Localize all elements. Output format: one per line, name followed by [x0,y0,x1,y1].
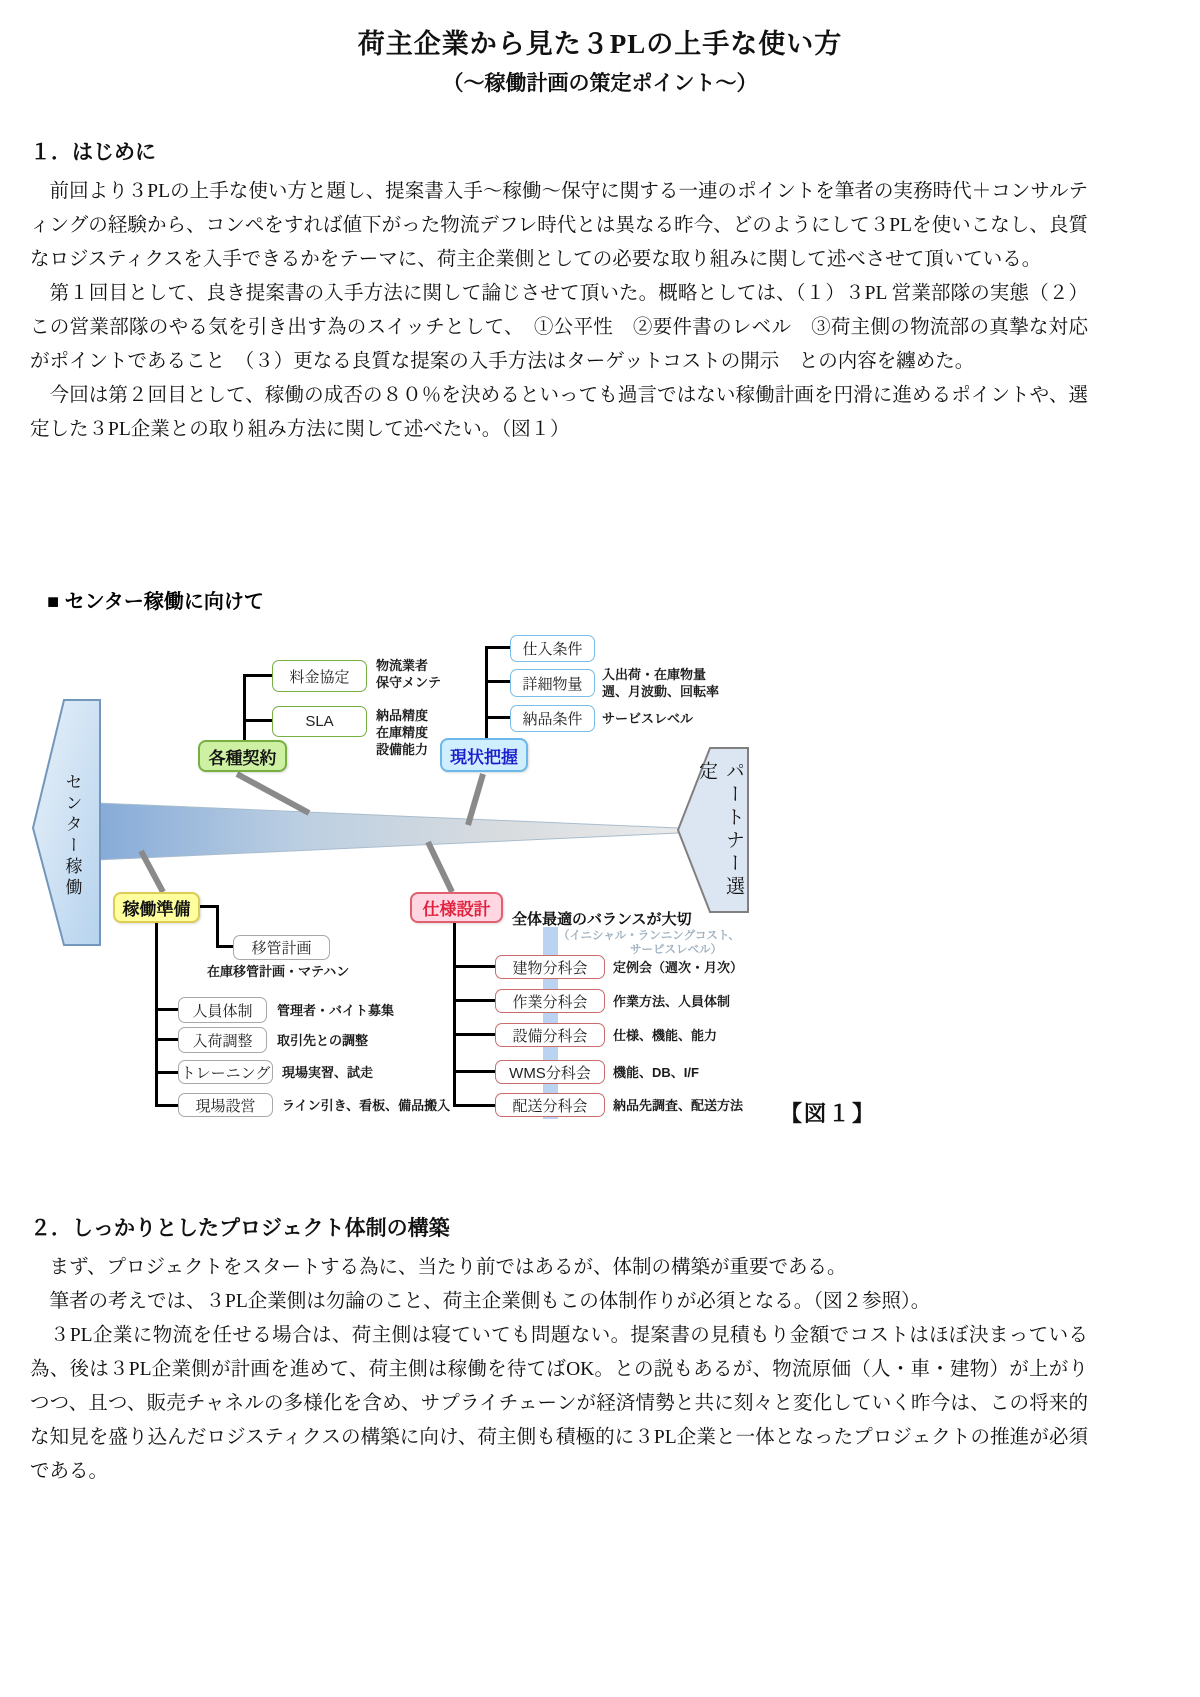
note-detail-volume: 入出荷・在庫物量 週、月波動、回転率 [602,667,720,699]
child-box-training: トレーニング [178,1060,273,1084]
figure-caption: 【図１】 [780,1101,877,1126]
child-box-staffing: 人員体制 [178,997,267,1023]
section-1 [30,136,1108,447]
phase-box-contracts: 各種契約 [198,740,287,772]
note-delivery: 納品先調査、配送方法 [613,1098,744,1113]
section-2-heading: ２．しっかりとしたプロジェクト体制の構築 [30,1216,450,1240]
connector-status [468,774,483,825]
tree-line [456,1033,495,1036]
center-start-label: センター稼働 [62,773,82,899]
note-inbound-adjust: 取引先との調整 [277,1033,369,1048]
note-delivery-terms: サービスレベル [602,711,694,726]
note-transfer-plan: 在庫移管計画・マテハン [207,964,350,979]
tree-line [456,999,495,1002]
balance-sub-note: サービスレベル） [630,944,722,956]
tree-line [158,1008,178,1011]
section-1-paragraph: 前回より３PLの上手な使い方と題し、提案書入手～稼働～保守に関する一連のポイントを筆者の実務時代＋コンサルティングの経験から、コンペをすれば値下がった物流デフレ時代とは異なる昨今、どのようにして３PLを使いこなし、良質なロジスティクスを入手できるかをテーマに、荷主企業側としての必要な取り組みに関して述べさせて頂いている。 [30,181,1088,270]
tree-line [456,1070,495,1073]
child-box-transfer-plan: 移管計画 [233,935,330,960]
doc-subtitle: （～稼働計画の策定ポイント～） [442,71,758,95]
child-box-building-subcommittee: 建物分科会 [495,955,605,979]
note-sla: 納品精度 在庫精度 設備能力 [376,708,429,757]
child-box-purchase-terms: 仕入条件 [510,635,595,662]
child-box-site-setup: 現場設営 [178,1093,273,1117]
tree-line [158,1104,178,1107]
tree-line [245,674,272,677]
diagram-header: ■ センター稼働に向けて [47,591,264,613]
note-equipment: 仕様、機能、能力 [613,1028,718,1043]
balance-note: 全体最適のバランスが大切 [512,911,692,928]
child-box-inbound-adjust: 入荷調整 [178,1027,267,1053]
phase-box-current-status: 現状把握 [440,738,528,772]
note-staffing: 管理者・バイト募集 [277,1003,395,1018]
tree-line [155,923,158,1107]
child-box-delivery-subcommittee: 配送分科会 [495,1093,605,1117]
note-site-setup: ライン引き、看板、備品搬入 [282,1098,451,1113]
tree-line [243,674,246,742]
connector-contract [237,774,309,813]
title-block [0,22,1200,97]
section-2-paragraph: ３PL企業に物流を任せる場合は、荷主側は寝ていても問題ない。提案書の見積もり金額でコストはほぼ決まっている為、後は３PL企業側が計画を進めて、荷主側は稼働を待てばOK。との説もあるが、物流原価（人・車・建物）が上がりつつ、且つ、販売チャネルの多様化を含め、サプライチェーンが経済情勢と共に刻々と変化していく昨今は、この将来的な知見を盛り込んだロジスティクスの構築に向け、荷主側も積極的に３PL企業と一体となったプロジェクトの推進が必須である。 [30,1325,1088,1482]
section-2-paragraph: まず、プロジェクトをスタートする為に、当たり前ではあるが、体制の構築が重要である。 [30,1257,847,1278]
tree-line [487,680,510,683]
note-price-agreement: 物流業者 保守メンテ [376,658,442,690]
note-building: 定例会（週次・月次） [613,960,744,975]
connector-design [428,842,452,892]
child-box-equipment-subcommittee: 設備分科会 [495,1023,605,1047]
tree-line [487,716,510,719]
child-box-price-agreement: 料金協定 [272,660,367,692]
child-box-wms-subcommittee: WMS分科会 [495,1060,605,1084]
section-1-paragraph: 今回は第２回目として、稼働の成否の８０％を決めるといっても過言ではない稼働計画を円滑に進めるポイントや、選定した３PL企業との取り組み方法に関して述べたい。（図１） [30,385,1088,440]
tree-line [487,646,510,649]
section-1-paragraph: 第１回目として、良き提案書の入手方法に関して論じさせて頂いた。概略としては、（１）３PL 営業部隊の実態（２）この営業部隊のやる気を引き出す為のスイッチとして、 ①公平性 ②要件書のレベル ③荷主側の物流部の真摯な対応 がポイントであること （３）更なる良質な提案の入手方法はターゲットコストの開示 との内容を纏めた。 [30,283,1108,372]
child-box-operation-subcommittee: 作業分科会 [495,989,605,1013]
phase-box-preparation: 稼働準備 [113,892,200,923]
note-training: 現場実習、試走 [282,1065,374,1080]
child-box-detail-volume: 詳細物量 [510,669,595,697]
note-operation: 作業方法、人員体制 [613,994,731,1009]
tree-line [216,905,219,948]
section-1-heading: １．はじめに [30,140,156,164]
doc-title: 荷主企業から見た３PLの上手な使い方 [357,29,843,59]
funnel-beam [97,803,678,860]
section-2-paragraph: 筆者の考えでは、３PL企業側は勿論のこと、荷主企業側もこの体制作りが必須となる。（図２参照）。 [30,1291,931,1312]
tree-line [456,1104,495,1107]
note-wms: 機能、DB、I/F [613,1065,699,1080]
tree-line [158,1071,178,1074]
tree-line [485,646,488,740]
phase-box-spec-design: 仕様設計 [410,892,503,923]
tree-line [453,923,456,1107]
child-box-sla: SLA [272,706,367,737]
tree-line [245,719,272,722]
tree-line [216,945,233,948]
section-2 [30,1212,1088,1489]
child-box-delivery-terms: 納品条件 [510,705,595,732]
tree-line [456,965,495,968]
figure-1-diagram [0,585,1200,1145]
partner-select-label: パートナー選定 [696,761,744,899]
balance-sub-note: （イニシャル・ランニングコスト、 [558,930,740,942]
tree-line [158,1038,178,1041]
